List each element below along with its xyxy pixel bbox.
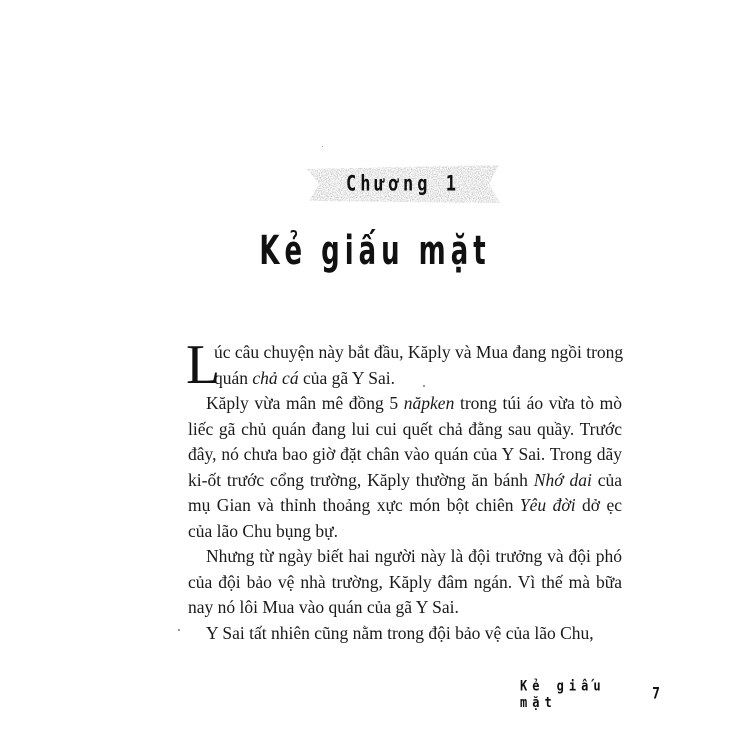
italic-term: Yêu đời <box>519 495 576 515</box>
text-line: liếc gã chủ quán đang lui cui quết chả đằng sau quầy. Trước <box>188 418 622 439</box>
text-line: quán chả cá của gã Y Sai. <box>214 367 395 388</box>
italic-term: chả cá <box>252 367 299 388</box>
drop-cap: L <box>186 334 221 396</box>
text-line: ki-ốt trước cổng trường, Kăply thường ăn bánh Nhớ dai của <box>188 469 622 490</box>
text-line: của lão Chu bụng bự. <box>188 520 338 541</box>
chapter-label: Chương 1 <box>346 171 460 197</box>
scan-speck <box>322 146 323 147</box>
body-text <box>186 334 624 646</box>
text-line: Kăply vừa mân mê đồng 5 năpken trong túi áo vừa tò mò <box>206 393 622 413</box>
text-line: nay nó lôi Mua vào quán của gã Y Sai. <box>188 597 459 617</box>
scan-speck <box>178 629 180 631</box>
text-line: của đội bảo vệ nhà trường, Kăply đâm ngán. Vì thế mà bữa <box>188 571 622 592</box>
chapter-banner <box>305 163 501 205</box>
chapter-title: Kẻ giấu mặt <box>259 228 491 274</box>
italic-term: Nhớ dai <box>533 469 592 490</box>
scan-speck <box>423 385 425 387</box>
running-footer <box>520 677 660 711</box>
italic-term: năpken <box>403 393 455 413</box>
page-number: 7 <box>652 685 660 703</box>
running-title: Kẻ giấu mặt <box>520 677 606 711</box>
text-line: Nhưng từ ngày biết hai người này là đội trưởng và đội phó <box>206 546 622 566</box>
text-line: mụ Gian và thỉnh thoảng xực món bột chiên Yêu đời dở ẹc <box>188 495 622 515</box>
text-line: úc câu chuyện này bắt đầu, Kăply và Mua đang ngồi trong <box>214 342 624 362</box>
text-line: Y Sai tất nhiên cũng nằm trong đội bảo vệ của lão Chu, <box>206 622 594 643</box>
text-line: đây, nó chưa bao giờ đặt chân vào quán của Y Sai. Trong dãy <box>188 444 622 464</box>
